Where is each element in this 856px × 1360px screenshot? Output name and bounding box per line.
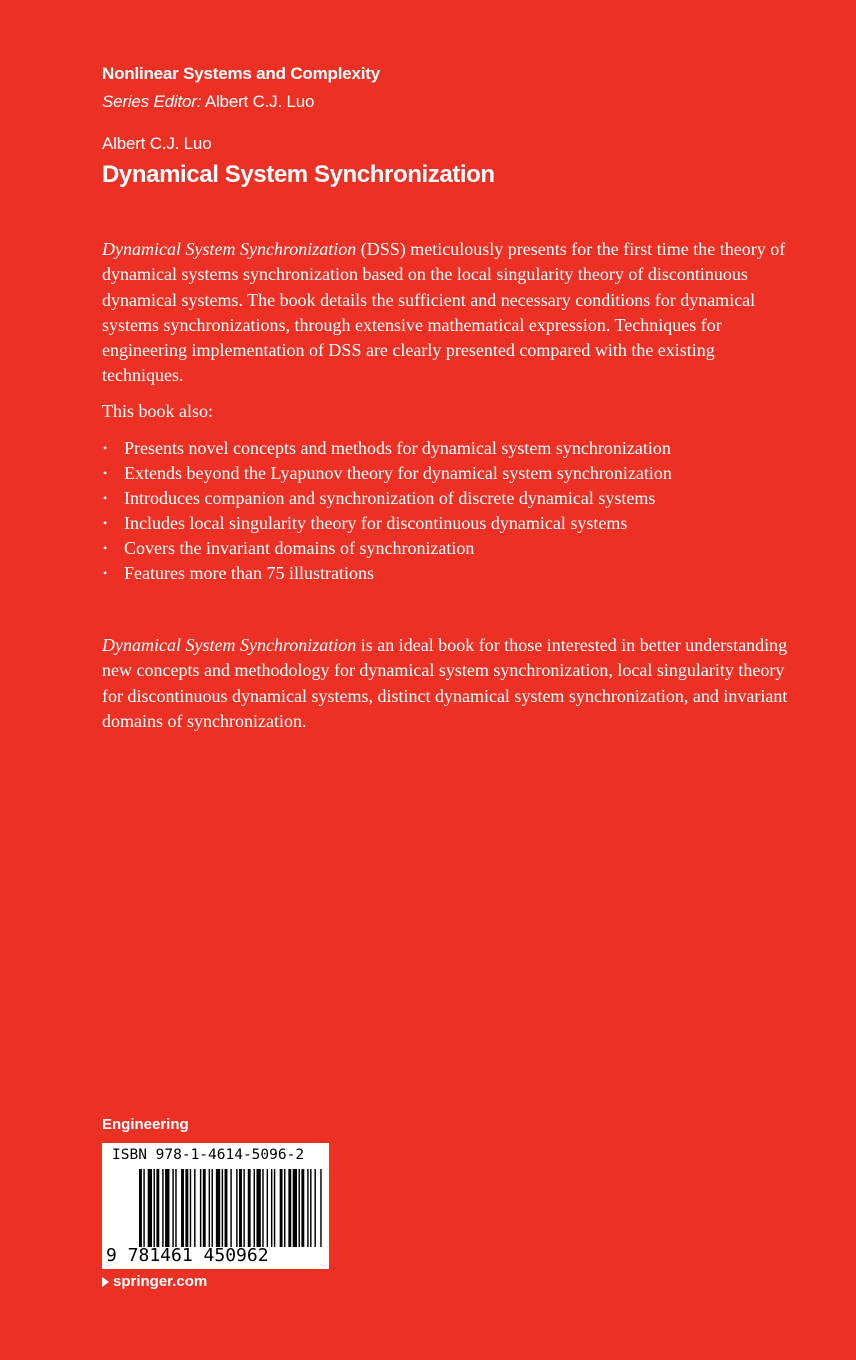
feature-item (102, 536, 792, 561)
intro-text: (DSS) meticulously presents for the first time the theory of dynamical systems synchronization based on the local singularity theory of discontinuous dynamical systems. The book details the sufficient and necessary conditions for dynamical systems synchronizations, through extensive mathematical expression. Techniques for engineering implementation of DSS are clearly presented compared with the existing techniques. (102, 239, 786, 386)
isbn-barcode (102, 1143, 329, 1269)
book-author: Albert C.J. Luo (102, 134, 212, 153)
arrow-right-icon (102, 1277, 109, 1287)
feature-item (102, 511, 792, 536)
feature-item (102, 436, 792, 461)
series-editor-name: Albert C.J. Luo (204, 92, 315, 111)
series-editor (102, 92, 314, 112)
intro-paragraph (102, 237, 792, 389)
isbn-text: ISBN 978-1-4614-5096-2 (112, 1147, 305, 1163)
feature-text: Introduces companion and synchronization of discrete dynamical systems (124, 488, 656, 508)
feature-text: Includes local singularity theory for discontinuous dynamical systems (124, 513, 628, 533)
bullet-icon: • (103, 516, 108, 530)
also-label: This book also: (102, 401, 213, 421)
closing-paragraph (102, 633, 792, 734)
bullet-icon: • (103, 441, 108, 455)
series-editor-label: Series Editor: (102, 92, 202, 111)
bullet-icon: • (103, 541, 108, 555)
intro-title-ref: Dynamical System Synchronization (102, 239, 357, 259)
category-label: Engineering (102, 1116, 189, 1133)
feature-list (102, 436, 792, 586)
feature-text: Presents novel concepts and methods for dynamical system synchronization (124, 438, 671, 458)
closing-title-ref: Dynamical System Synchronization (102, 635, 357, 655)
bullet-icon: • (103, 566, 108, 580)
feature-item (102, 486, 792, 511)
bullet-icon: • (103, 466, 108, 480)
feature-text: Extends beyond the Lyapunov theory for dynamical system synchronization (124, 463, 672, 483)
website-link[interactable] (102, 1273, 207, 1290)
website-text: springer.com (113, 1273, 208, 1290)
feature-text: Features more than 75 illustrations (124, 563, 374, 583)
book-title: Dynamical System Synchronization (102, 161, 495, 188)
closing-text: is an ideal book for those interested in better understanding new concepts and methodology for dynamical system synchronization, local singularity theory for discontinuous dynamical systems, distinct dynamical system synchronization, and invariant domains of synchronization. (102, 635, 788, 731)
feature-item (102, 561, 792, 586)
bullet-icon: • (103, 491, 108, 505)
feature-text: Covers the invariant domains of synchronization (124, 538, 475, 558)
ean-digits: 9 781461 450962 (106, 1245, 269, 1266)
series-title: Nonlinear Systems and Complexity (102, 64, 380, 83)
feature-item (102, 461, 792, 486)
